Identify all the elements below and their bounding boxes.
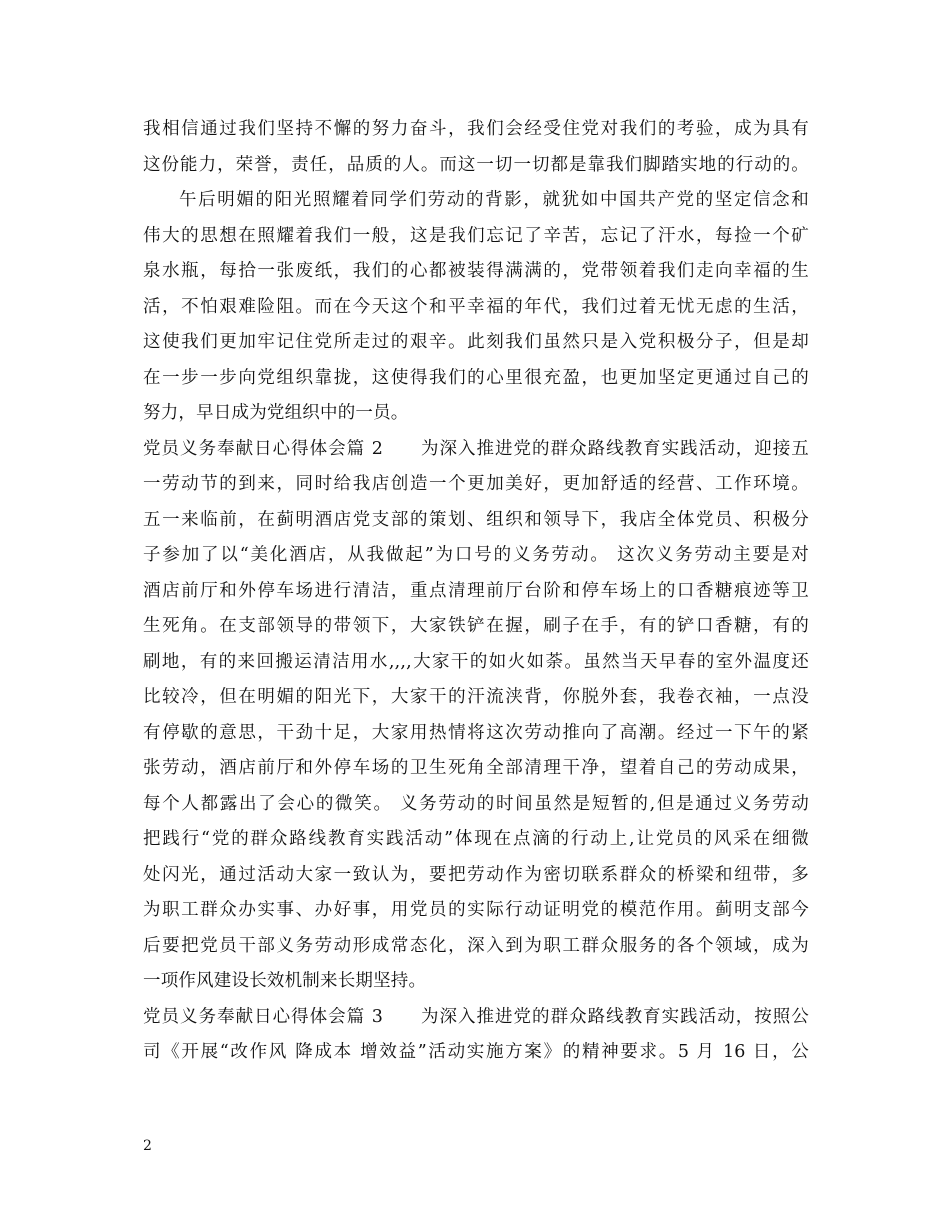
text-line: 泉水瓶，每拾一张废纸，我们的心都被装得满满的，党带领着我们走向幸福的生: [143, 261, 809, 281]
text-line: 我相信通过我们坚持不懈的努力奋斗，我们会经受住党对我们的考验，成为具有: [143, 119, 809, 139]
page-number: 2: [143, 1138, 152, 1154]
text-line: 午后明媚的阳光照耀着同学们劳动的背影，就犹如中国共产党的坚定信念和: [179, 190, 809, 210]
text-line: 生死角。在支部领导的带领下，大家铁铲在握，刷子在手，有的铲口香糖，有的: [143, 616, 809, 636]
text-line: 每个人都露出了会心的微笑。 义务劳动的时间虽然是短暂的,但是通过义务劳动: [143, 793, 809, 814]
text-line: 把践行“党的群众路线教育实践活动”体现在点滴的行动上,让党员的风采在细微: [143, 829, 809, 849]
text-line: 这份能力，荣誉，责任，品质的人。而这一切一切都是靠我们脚踏实地的行动的。: [143, 154, 809, 175]
text-line: 伟大的思想在照耀着我们一般，这是我们忘记了辛苦，忘记了汗水，每捡一个矿: [143, 225, 809, 246]
text-line: 张劳动，酒店前厅和外停车场的卫生死角全部清理干净，望着自己的劳动成果，: [143, 758, 809, 778]
text-line: 这使我们更加牢记住党所走过的艰辛。此刻我们虽然只是入党积极分子，但是却: [143, 332, 809, 352]
text-line: 刷地，有的来回搬运清洁用水,,,,大家干的如火如荼。虽然当天早春的室外温度还: [143, 651, 809, 672]
text-line: 一项作风建设长效机制来长期坚持。: [143, 971, 427, 991]
text-line: 为职工群众办实事、办好事，用党员的实际行动证明党的模范作用。蓟明支部今: [143, 900, 809, 920]
text-line: 活，不怕艰难险阻。而在今天这个和平幸福的年代，我们过着无忧无虑的生活，: [143, 296, 809, 317]
text-line: 党员义务奉献日心得体会篇 3 为深入推进党的群众路线教育实践活动，按照公: [143, 1006, 809, 1027]
text-line: 五一来临前，在蓟明酒店党支部的策划、组织和领导下，我店全体党员、积极分: [143, 509, 809, 530]
text-line: 在一步一步向党组织靠拢，这使得我们的心里很充盈，也更加坚定更通过自己的: [143, 367, 809, 388]
text-line: 比较冷，但在明媚的阳光下，大家干的汗流浃背，你脱外套，我卷衣袖，一点没: [143, 687, 809, 707]
text-line: 党员义务奉献日心得体会篇 2 为深入推进党的群众路线教育实践活动，迎接五: [143, 438, 809, 459]
text-line: 子参加了以“美化酒店，从我做起”为口号的义务劳动。 这次义务劳动主要是对: [143, 545, 809, 565]
text-line: 努力，早日成为党组织中的一员。: [143, 403, 409, 423]
text-line: 处闪光，通过活动大家一致认为，要把劳动作为密切联系群众的桥梁和纽带，多: [143, 864, 809, 885]
text-line: 司《开展“改作风 降成本 增效益”活动实施方案》的精神要求。5 月 16 日，公: [143, 1042, 809, 1062]
document-body: [143, 112, 809, 1071]
text-line: 酒店前厅和外停车场进行清洁，重点清理前厅台阶和停车场上的口香糖痕迹等卫: [143, 580, 809, 601]
text-line: 后要把党员干部义务劳动形成常态化，深入到为职工群众服务的各个领域，成为: [143, 935, 809, 956]
text-line: 一劳动节的到来，同时给我店创造一个更加美好，更加舒适的经营、工作环境。: [143, 474, 809, 494]
text-line: 有停歇的意思，干劲十足，大家用热情将这次劳动推向了高潮。经过一下午的紧: [143, 722, 809, 743]
